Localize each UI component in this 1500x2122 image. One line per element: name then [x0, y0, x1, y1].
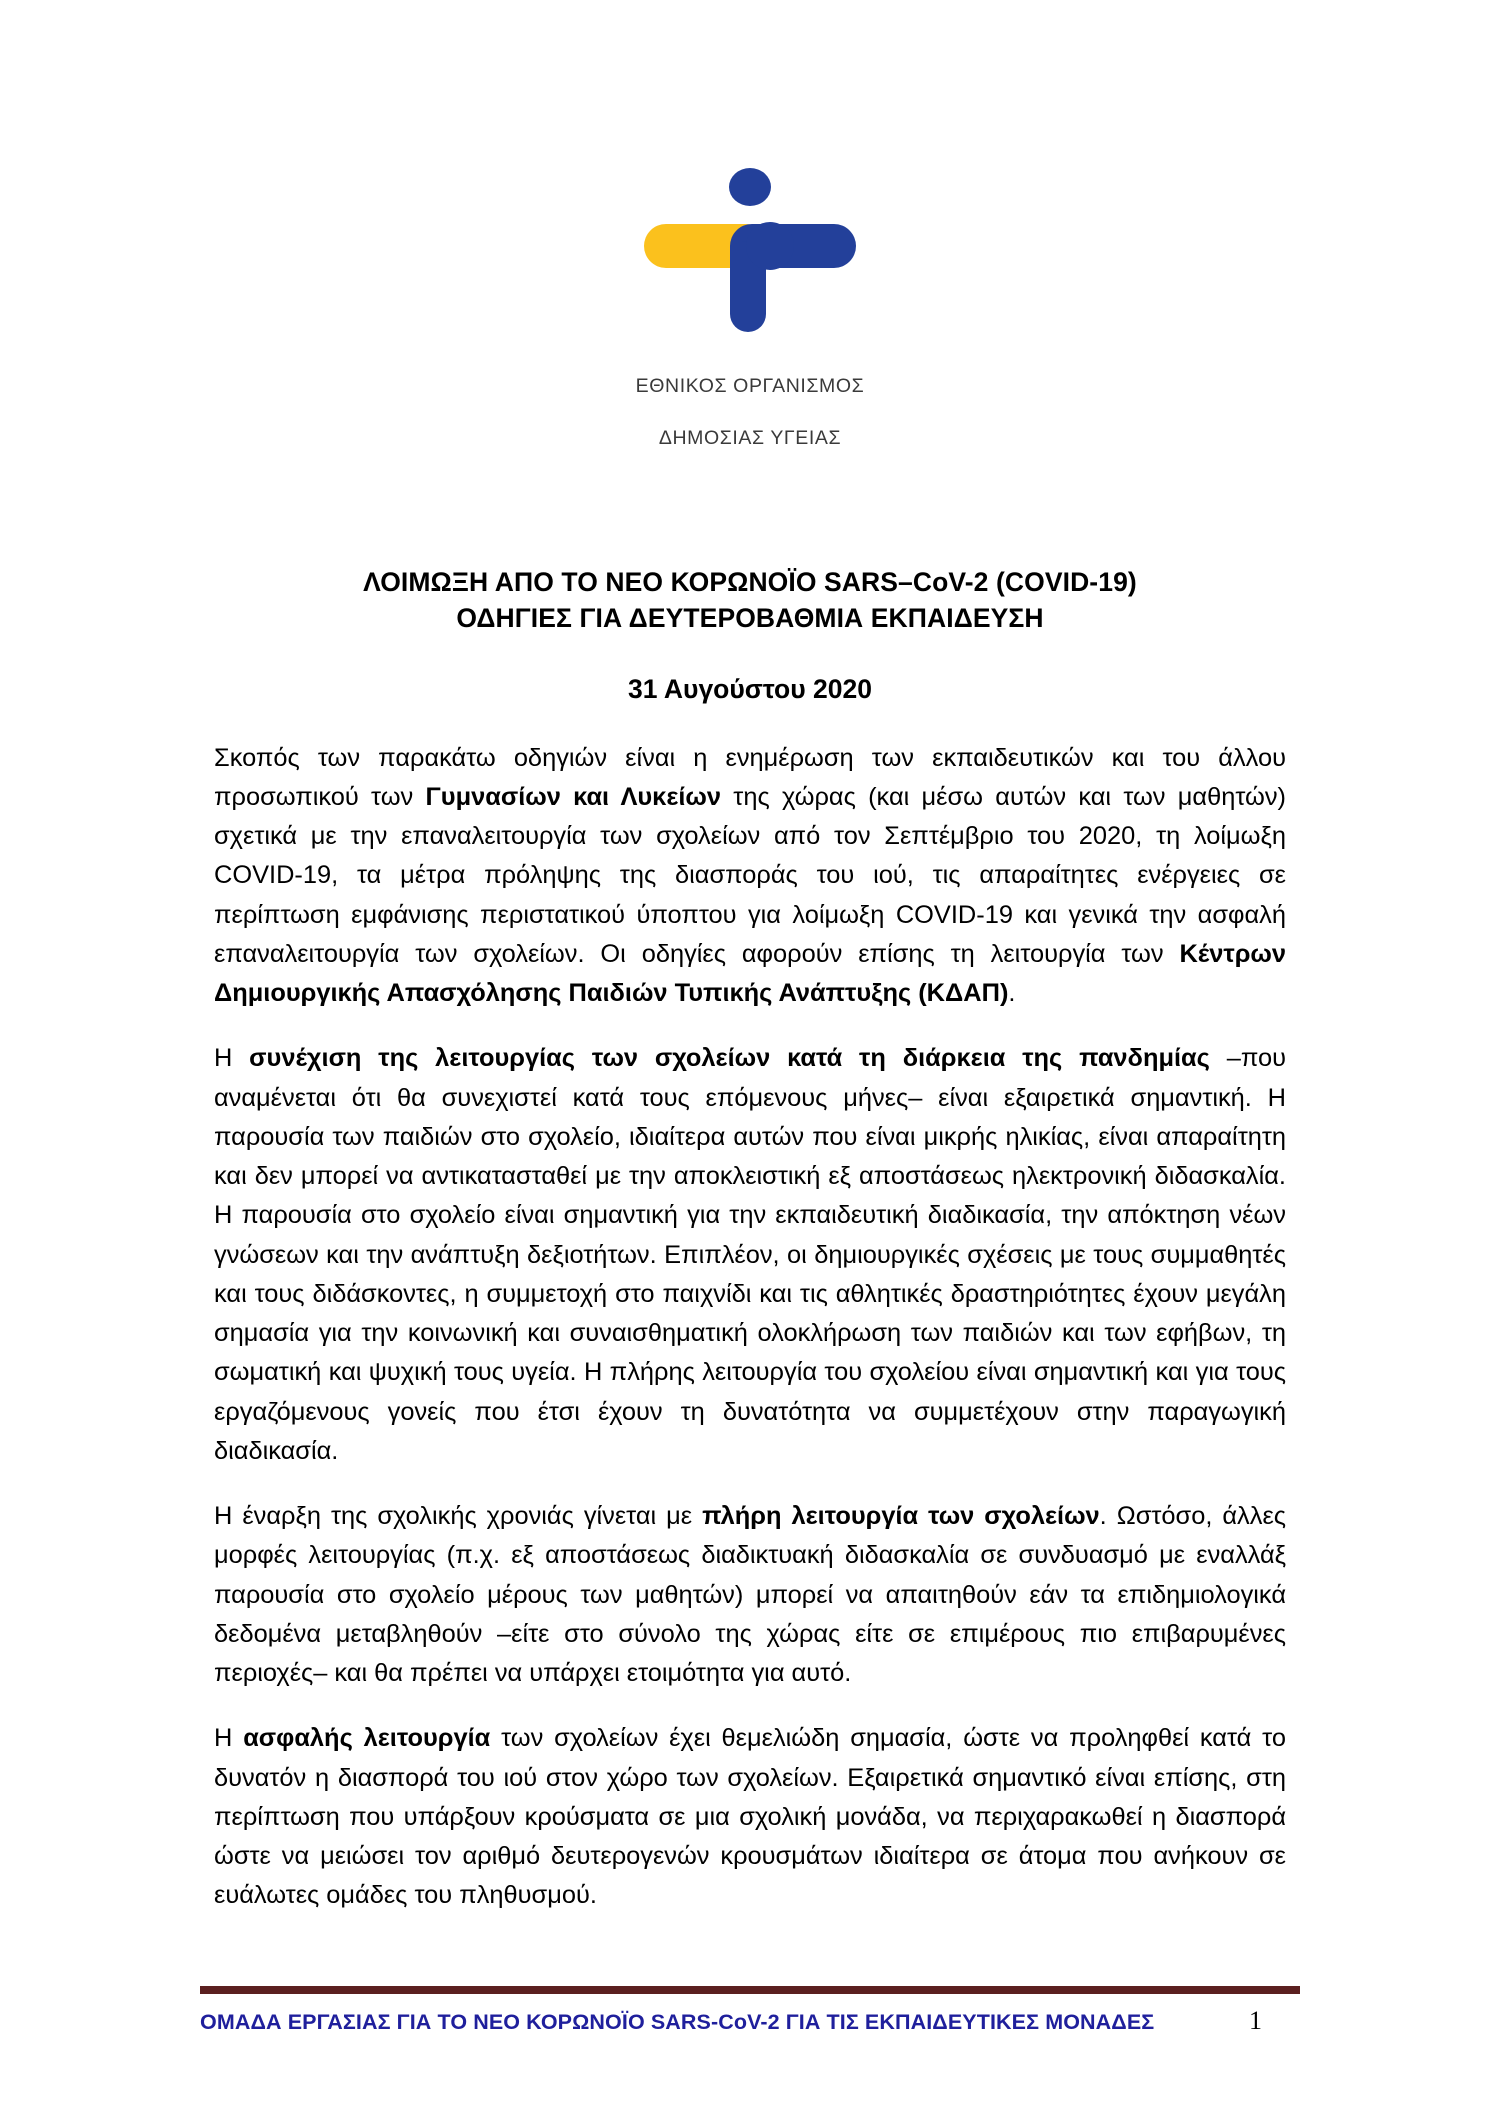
emphasis-text: πλήρη λειτουργία των σχολείων — [702, 1502, 1100, 1531]
footer-row — [200, 1994, 1300, 2036]
body-text: Η — [214, 1044, 250, 1073]
organization-name-line1: ΕΘΝΙΚΟΣ ΟΡΓΑΝΙΣΜΟΣ — [635, 374, 865, 397]
document-title-line-2: ΟΔΗΓΙΕΣ ΓΙΑ ΔΕΥΤΕΡΟΒΑΘΜΙΑ ΕΚΠΑΙΔΕΥΣΗ — [456, 602, 1044, 633]
paragraph-3 — [214, 1497, 1286, 1693]
paragraph-1 — [214, 739, 1286, 1014]
emphasis-text: Κέντρων Δημιουργικής Απασχόλησης Παιδιών Τυπικής Ανάπτυξης (ΚΔΑΠ) — [214, 939, 1286, 1008]
emphasis-text: συνέχιση της λειτουργίας των σχολείων κατά τη διάρκεια της πανδημίας — [249, 1044, 1210, 1073]
footer-working-group-label: ΟΜΑΔΑ ΕΡΓΑΣΙΑΣ ΓΙΑ ΤΟ ΝΕΟ ΚΟΡΩΝΟΪΟ SARS-CoV-2 ΓΙΑ ΤΙΣ ΕΚΠΑΙΔΕΥΤΙΚΕΣ ΜΟΝΑΔΕΣ — [200, 2010, 1155, 2034]
eody-figure-logo-icon — [642, 168, 858, 338]
body-text: των σχολείων έχει θεμελιώδη σημασία, ώστε να προληφθεί κατά το δυνατόν η διασπορά του ιού στον χώρο των σχολείων. Εξαιρετικά σημαντικό είναι επίσης, στη περίπτωση που υπάρξουν κρούσματα σε μια σχολική μονάδα, να περιχαρακωθεί η διασπορά ώστε να μειώσει τον αριθμό δευτερογενών κρουσμάτων ιδιαίτερα σε άτομα που ανήκουν σε ευάλωτες ομάδες του πληθυσμού. — [214, 1724, 1286, 1910]
document-body — [214, 705, 1286, 1916]
document-title-block — [0, 564, 1500, 636]
body-text: . Ωστόσο, άλλες μορφές λειτουργίας (π.χ. εξ αποστάσεως διαδικτυακή διδασκαλία σε συνδυασμό με εναλλάξ παρουσία στο σχολείο μέρους των μαθητών) μπορεί να απαιτηθούν εάν τα επιδημιολογικά δεδομένα μεταβληθούν –είτε στο σύνολο της χώρας είτε σε επιμέρους πιο επιβαρυμένες περιοχές– και θα πρέπει να υπάρχει ετοιμότητα για αυτό. — [214, 1502, 1286, 1688]
emphasis-text: ασφαλής λειτουργία — [243, 1724, 491, 1753]
body-text: . — [1008, 979, 1016, 1008]
footer-divider — [200, 1986, 1300, 1994]
body-text: Η — [214, 1724, 244, 1753]
page-number: 1 — [1249, 2006, 1262, 2035]
body-text: –που αναμένεται ότι θα συνεχιστεί κατά τους επόμενους μήνες– είναι εξαιρετικά σημαντική. Η παρουσία των παιδιών στο σχολείο, ιδιαίτερα αυτών που είναι μικρής ηλικίας, είναι απαραίτητη και δεν μπορεί να αντικατασταθεί με την αποκλειστική εξ αποστάσεως ηλεκτρονική διδασκαλία. Η παρουσία στο σχολείο είναι σημαντική για την εκπαιδευτική διαδικασία, την απόκτηση νέων γνώσεων και την ανάπτυξη δεξιοτήτων. Επιπλέον, οι δημιουργικές σχέσεις με τους συμμαθητές και τους διδάσκοντες, η συμμετοχή στο παιχνίδι και τις αθλητικές δραστηριότητες έχουν μεγάλη σημασία για την κοινωνική και συναισθηματική ολοκλήρωση των παιδιών και των εφήβων, τη σωματική και ψυχική τους υγεία. Η πλήρης λειτουργία του σχολείου είναι σημαντική και για τους εργαζόμενους γονείς που έτσι έχουν τη δυνατότητα να συμμετέχουν στην παραγωγική διαδικασία. — [214, 1044, 1286, 1465]
document-date: 31 Αυγούστου 2020 — [628, 673, 872, 704]
body-text: Η έναρξη της σχολικής χρονιάς γίνεται με — [214, 1502, 703, 1531]
organization-name — [636, 348, 865, 478]
organization-name-line2: ΔΗΜΟΣΙΑΣ ΥΓΕΙΑΣ — [658, 426, 842, 449]
document-title-line-1: ΛΟΙΜΩΞΗ ΑΠΟ ΤΟ ΝΕΟ ΚΟΡΩΝΟΪΟ SARS–CoV-2 (COVID-19) — [363, 566, 1137, 597]
page-footer — [0, 1986, 1500, 2036]
emphasis-text: Γυμνασίων και Λυκείων — [425, 782, 722, 811]
paragraph-2 — [214, 1039, 1286, 1471]
paragraph-4 — [214, 1719, 1286, 1915]
body-text: Σκοπός των παρακάτω οδηγιών είναι η ενημέρωση των εκπαιδευτικών και του άλλου προσωπικού των — [214, 743, 1286, 811]
organization-logo-block — [0, 0, 1500, 478]
body-text: της χώρας (και μέσω αυτών και των μαθητών) σχετικά με την επαναλειτουργία των σχολείων από τον Σεπτέμβριο του 2020, τη λοίμωξη COVID-19, τα μέτρα πρόληψης της διασποράς του ιού, τις απαραίτητες ενέργειες σε περίπτωση εμφάνισης περιστατικού ύποπτου για λοίμωξη COVID-19 και γενικά την ασφαλή επαναλειτουργία των σχολείων. Οι οδηγίες αφορούν επίσης τη λειτουργία των — [214, 782, 1286, 968]
